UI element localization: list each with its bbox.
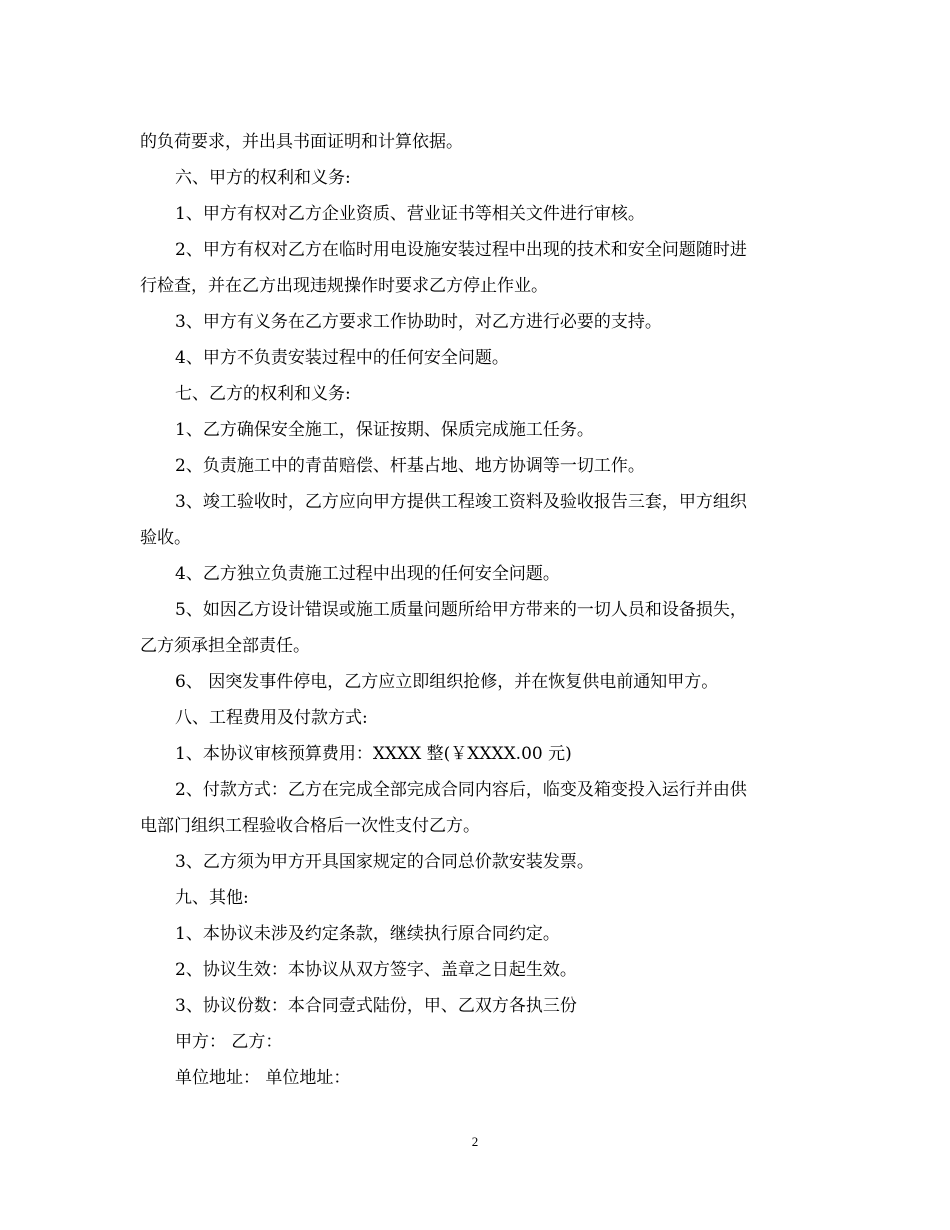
text-line: 行检查，并在乙方出现违规操作时要求乙方停止作业。 (140, 276, 548, 296)
text-line: 验收。 (140, 528, 191, 548)
text-line: 1、乙方确保安全施工，保证按期、保质完成施工任务。 (175, 420, 594, 440)
text-line: 1、甲方有权对乙方企业资质、营业证书等相关文件进行审核。 (175, 204, 645, 224)
text-line: 电部门组织工程验收合格后一次性支付乙方。 (140, 816, 480, 836)
document-body (140, 124, 800, 1096)
text-line: 2、负责施工中的青苗赔偿、杆基占地、地方协调等一切工作。 (175, 456, 645, 476)
text-line: 1、本协议未涉及约定条款，继续执行原合同约定。 (175, 924, 560, 944)
section-heading: 七、乙方的权利和义务: (175, 384, 351, 404)
text-line: 3、甲方有义务在乙方要求工作协助时，对乙方进行必要的支持。 (175, 312, 662, 332)
signature-party-line: 甲方： 乙方： (175, 1032, 283, 1052)
section-heading: 九、其他: (175, 888, 249, 908)
page-number: 2 (471, 1134, 479, 1149)
section-heading: 八、工程费用及付款方式: (175, 708, 368, 728)
text-line: 1、本协议审核预算费用：XXXX 整(￥XXXX.00 元) (175, 744, 572, 764)
text-line: 3、竣工验收时，乙方应向甲方提供工程竣工资料及验收报告三套，甲方组织 (175, 492, 747, 512)
text-line: 4、甲方不负责安装过程中的任何安全问题。 (175, 348, 509, 368)
text-line: 4、乙方独立负责施工过程中出现的任何安全问题。 (175, 564, 560, 584)
signature-address-line: 单位地址： 单位地址： (175, 1068, 351, 1088)
text-line: 5、如因乙方设计错误或施工质量问题所给甲方带来的一切人员和设备损失， (175, 600, 747, 620)
text-line: 2、协议生效：本协议从双方签字、盖章之日起生效。 (175, 960, 577, 980)
text-line: 3、协议份数：本合同壹式陆份，甲、乙双方各执三份 (175, 996, 577, 1016)
text-line: 2、付款方式：乙方在完成全部完成合同内容后，临变及箱变投入运行并由供 (175, 780, 747, 800)
text-line: 6、 因突发事件停电，乙方应立即组织抢修，并在恢复供电前通知甲方。 (175, 672, 719, 692)
section-heading: 六、甲方的权利和义务: (175, 168, 351, 188)
text-line: 乙方须承担全部责任。 (140, 636, 310, 656)
text-line: 的负荷要求，并出具书面证明和计算依据。 (140, 132, 463, 152)
text-line: 2、甲方有权对乙方在临时用电设施安装过程中出现的技术和安全问题随时进 (175, 240, 747, 260)
text-line: 3、乙方须为甲方开具国家规定的合同总价款安装发票。 (175, 852, 594, 872)
